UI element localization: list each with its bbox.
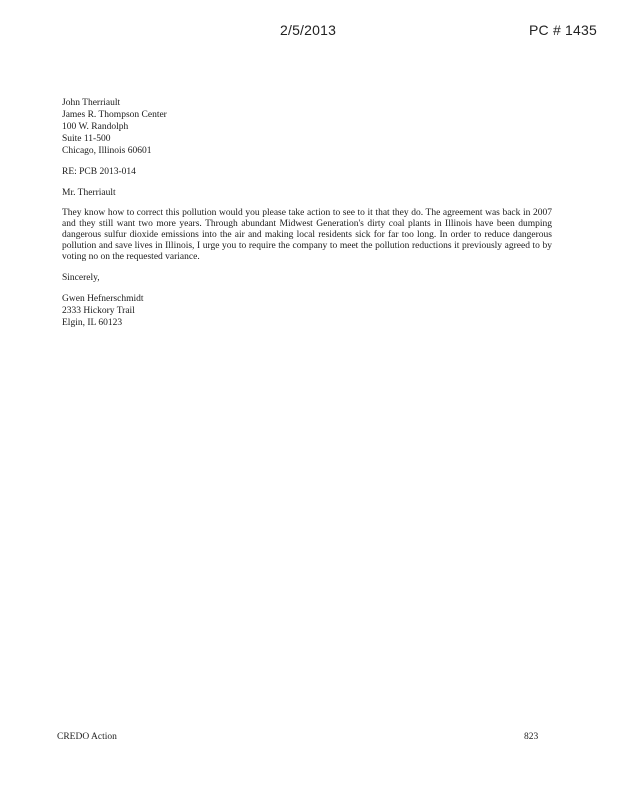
recipient-name: John Therriault	[62, 98, 121, 108]
letter-body	[62, 97, 552, 329]
salutation: Mr. Therriault	[62, 188, 116, 198]
footer-page-number: 823	[524, 732, 539, 742]
signer-name: Gwen Hefnerschmidt	[62, 294, 144, 304]
recipient-building: James R. Thompson Center	[62, 110, 167, 120]
signature-block	[62, 293, 552, 329]
recipient-city: Chicago, Illinois 60601	[62, 146, 152, 156]
re-line: RE: PCB 2013-014	[62, 167, 136, 177]
footer-organization: CREDO Action	[57, 732, 117, 742]
closing: Sincerely,	[62, 273, 100, 283]
recipient-street: 100 W. Randolph	[62, 122, 129, 132]
header-date: 2/5/2013	[280, 22, 337, 38]
body-paragraph: They know how to correct this pollution would you please take action to see to it that they do. The agreement was back in 2007 and they still want two more years. Through abundant Midwest Generation's dirty coal plants in Illinois have been dumping dangerous sulfur dioxide emissions into the air and making local residents sick for far too long. In order to reduce dangerous pollution and save lives in Illinois, I urge you to require the company to meet the pollution reductions it previously agreed to by voting no on the requested variance.	[62, 208, 552, 262]
signer-city: Elgin, IL 60123	[62, 318, 123, 328]
recipient-suite: Suite 11-500	[62, 134, 111, 144]
signer-street: 2333 Hickory Trail	[62, 306, 135, 316]
header-pc-number: PC # 1435	[529, 22, 597, 38]
recipient-address	[62, 97, 552, 157]
